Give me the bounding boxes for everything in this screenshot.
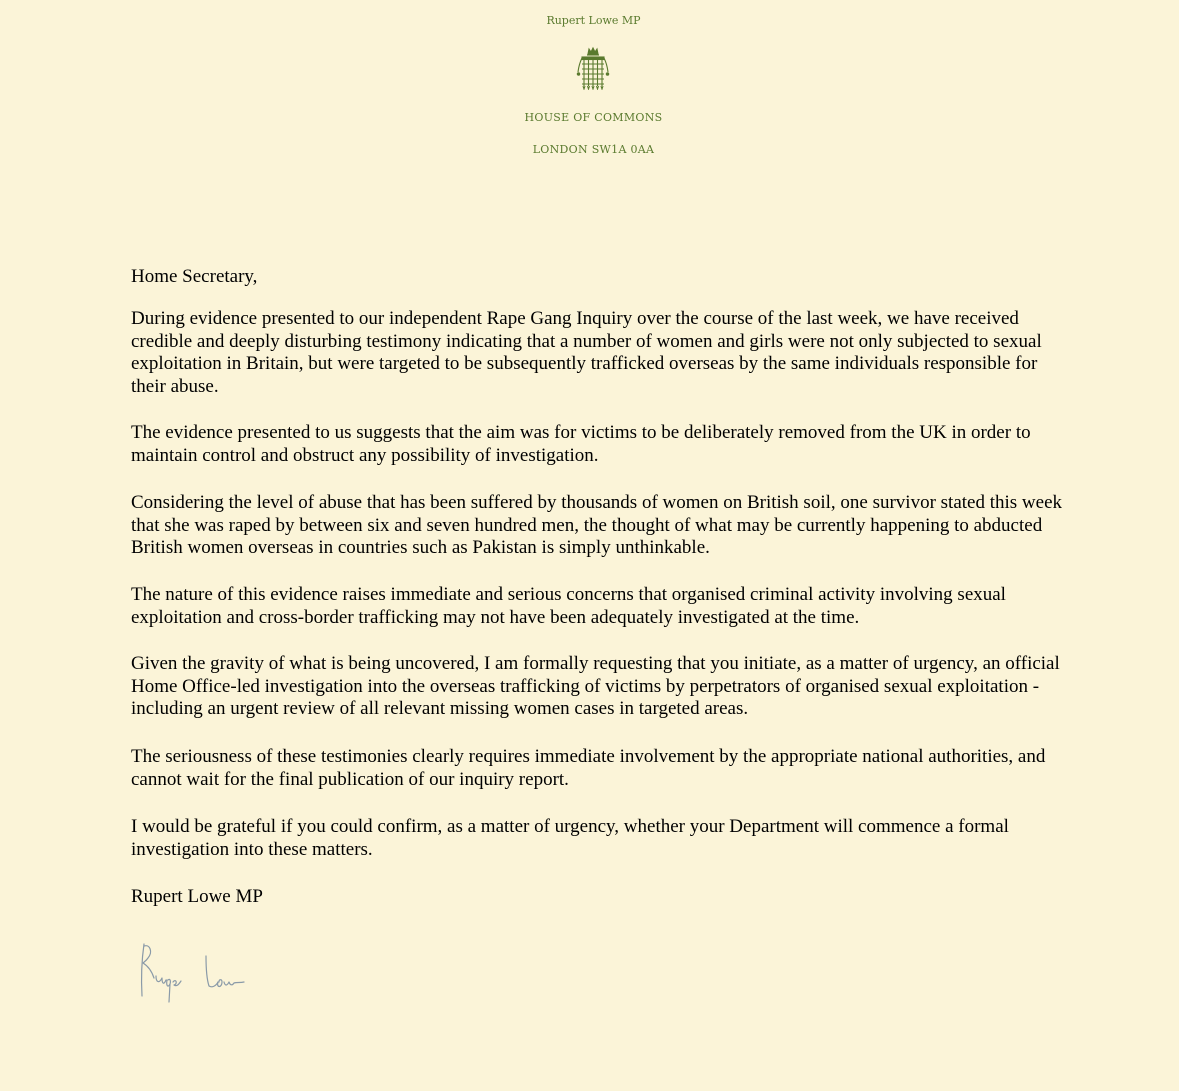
salutation: Home Secretary, [131, 266, 258, 287]
paragraph: The seriousness of these testimonies clearly requires immediate involvement by the appropriate national authorities, and cannot wait for the final publication of our inquiry report. [131, 746, 1046, 790]
signature-icon [136, 938, 250, 1008]
portcullis-icon [576, 46, 610, 90]
letterhead-house: HOUSE OF COMMONS [524, 111, 663, 124]
paragraph: Considering the level of abuse that has been suffered by thousands of women on British soil, one survivor stated this week that she was raped by between six and seven hundred men, the thought of what may be currently happening to abducted British women overseas in countries such as Pakistan is simply unthinkable. [131, 492, 1062, 558]
letterhead-address: LONDON SW1A 0AA [532, 143, 655, 156]
paragraph: I would be grateful if you could confirm, as a matter of urgency, whether your Department will commence a formal investigation into these matters. [131, 816, 1009, 860]
letterhead-name: Rupert Lowe MP [546, 14, 641, 27]
paragraph: During evidence presented to our independent Rape Gang Inquiry over the course of the last week, we have received credible and deeply disturbing testimony indicating that a number of women and girls were not only subjected to sexual exploitation in Britain, but were targeted to be subsequently trafficked overseas by the same individuals responsible for their abuse. [131, 308, 1042, 397]
paragraph: The evidence presented to us suggests that the aim was for victims to be deliberately removed from the UK in order to maintain control and obstruct any possibility of investigation. [131, 422, 1031, 466]
signoff: Rupert Lowe MP [131, 886, 263, 907]
paragraph: The nature of this evidence raises immediate and serious concerns that organised criminal activity involving sexual exploitation and cross-border trafficking may not have been adequately investigated at the time. [131, 584, 1006, 628]
paragraph: Given the gravity of what is being uncovered, I am formally requesting that you initiate, as a matter of urgency, an official Home Office-led investigation into the overseas trafficking of victims by perpetrators of organised sexual exploitation - including an urgent review of all relevant missing women cases in targeted areas. [131, 653, 1060, 719]
